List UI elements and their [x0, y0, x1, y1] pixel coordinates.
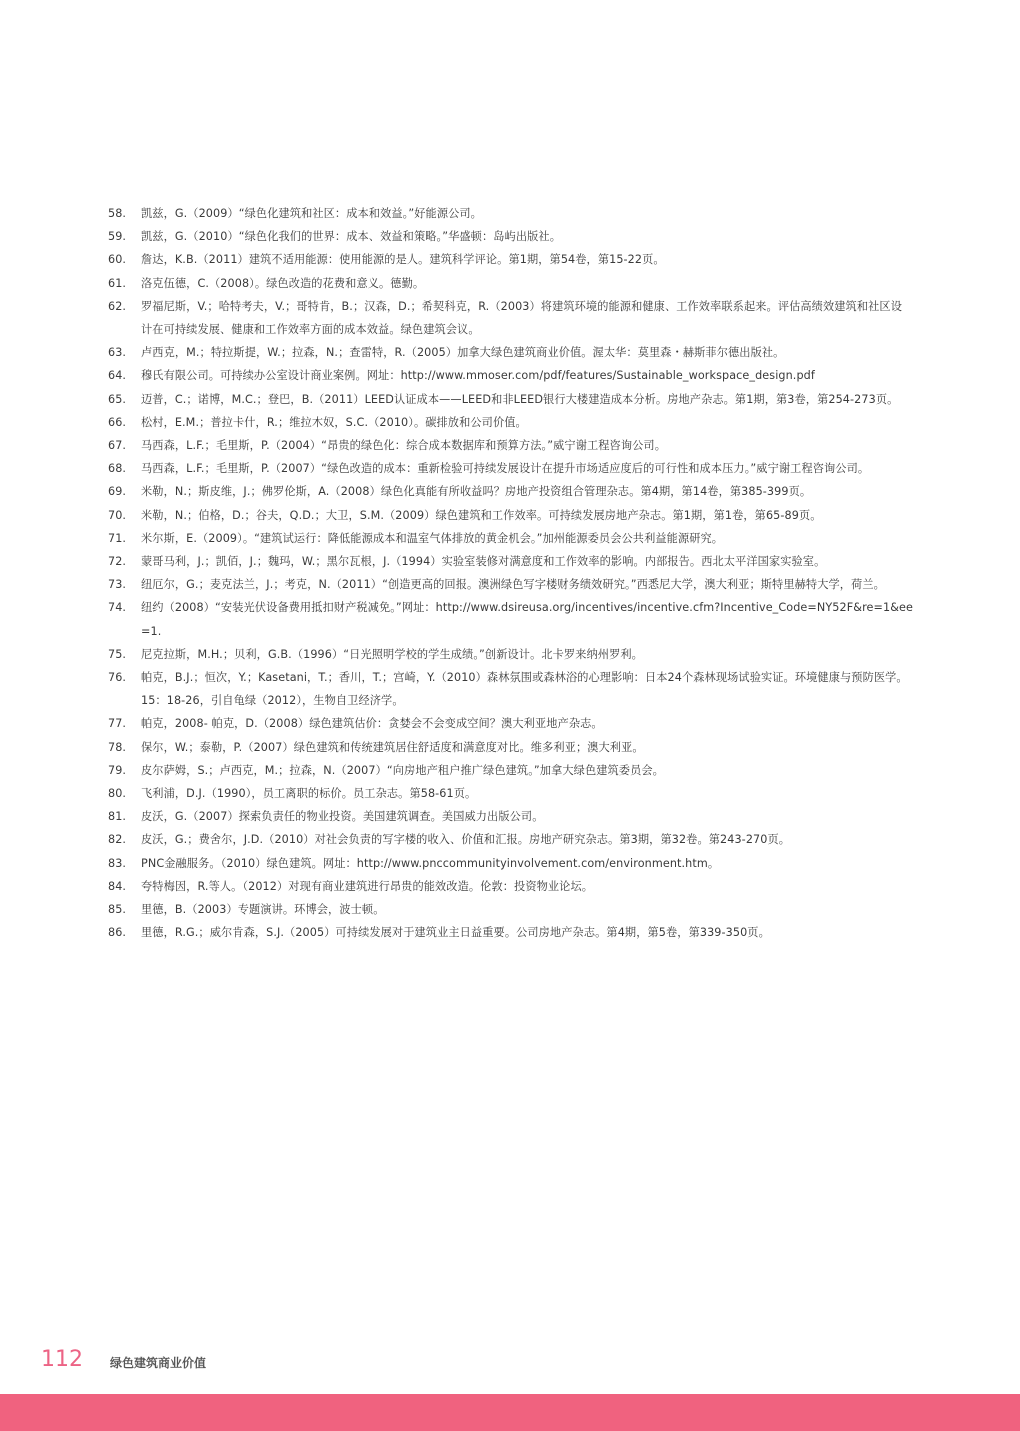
- reference-number: 65.: [108, 392, 127, 406]
- reference-number: 67.: [108, 439, 127, 453]
- reference-text: 穆氏有限公司。可持续办公室设计商业案例。网址：http://www.mmoser.com/pdf/features/Sustainable_workspace_design.pdf: [141, 369, 815, 383]
- reference-text: 保尔，W.；泰勒，P.（2007）绿色建筑和传统建筑居住舒适度和满意度对比。维多利亚；澳大利亚。: [141, 740, 644, 754]
- reference-number: 62.: [108, 299, 127, 313]
- reference-text: 帕克，2008- 帕克，D.（2008）绿色建筑估价：贪婪会不会变成空间？澳大利亚地产杂志。: [141, 717, 603, 731]
- reference-number: 83.: [108, 856, 127, 870]
- reference-item: [108, 550, 913, 573]
- reference-item: [108, 457, 913, 480]
- reference-item: [108, 666, 913, 712]
- reference-item: [108, 828, 913, 851]
- reference-item: [108, 782, 913, 805]
- reference-text: 马西森，L.F.；毛里斯，P.（2004）“昂贵的绿色化：综合成本数据库和预算方法。”威宁谢工程咨询公司。: [141, 439, 666, 453]
- reference-text: 飞利浦，D.J.（1990），员工离职的标价。员工杂志。第58-61页。: [141, 787, 477, 801]
- reference-text: 米勒，N.；斯皮维，J.；佛罗伦斯，A.（2008）绿色化真能有所收益吗？房地产投资组合管理杂志。第4期，第14卷，第385-399页。: [141, 485, 812, 499]
- reference-item: [108, 364, 913, 387]
- reference-number: 84.: [108, 879, 127, 893]
- reference-number: 73.: [108, 578, 127, 592]
- reference-text: 皮沃，G.（2007）探索负责任的物业投资。美国建筑调查。美国威力出版公司。: [141, 810, 544, 824]
- reference-number: 72.: [108, 555, 127, 569]
- reference-text: 卢西克，M.；特拉斯提，W.；拉森，N.；查雷特，R.（2005）加拿大绿色建筑商业价值。渥太华：莫里森・赫斯菲尔德出版社。: [141, 346, 785, 360]
- reference-number: 78.: [108, 740, 127, 754]
- reference-number: 61.: [108, 276, 127, 290]
- reference-number: 80.: [108, 787, 127, 801]
- reference-text: 皮沃，G.；费舍尔，J.D.（2010）对社会负责的写字楼的收入、价值和汇报。房地产研究杂志。第3期，第32卷。第243-270页。: [141, 833, 791, 847]
- reference-text: 纽约（2008）“安装光伏设备费用抵扣财产税减免。”网址：http://www.dsireusa.org/incentives/incentive.cfm?Incentive_Code=NY52F&re=1&ee=1.: [141, 601, 914, 638]
- reference-item: [108, 805, 913, 828]
- reference-text: 马西森，L.F.；毛里斯，P.（2007）“绿色改造的成本：重新检验可持续发展设计在提升市场适应度后的可行性和成本压力。”威宁谢工程咨询公司。: [141, 462, 870, 476]
- reference-number: 64.: [108, 369, 127, 383]
- reference-number: 71.: [108, 531, 127, 545]
- reference-text: PNC金融服务。（2010）绿色建筑。网址：http://www.pnccommunityinvolvement.com/environment.htm。: [141, 856, 720, 870]
- reference-item: [108, 921, 913, 944]
- reference-number: 77.: [108, 717, 127, 731]
- reference-item: [108, 527, 913, 550]
- reference-text: 里德，B.（2003）专题演讲。环博会，波士顿。: [141, 903, 385, 917]
- reference-number: 59.: [108, 230, 127, 244]
- reference-item: [108, 712, 913, 735]
- reference-item: [108, 480, 913, 503]
- reference-text: 洛克伍德，C.（2008）。绿色改造的花费和意义。德勤。: [141, 276, 425, 290]
- reference-text: 尼克拉斯，M.H.；贝利，G.B.（1996）“日光照明学校的学生成绩。”创新设计。北卡罗来纳州罗利。: [141, 647, 643, 661]
- reference-number: 69.: [108, 485, 127, 499]
- reference-item: [108, 596, 913, 642]
- reference-number: 79.: [108, 763, 127, 777]
- page-number: 112: [41, 1347, 83, 1372]
- reference-item: [108, 341, 913, 364]
- reference-text: 里德，R.G.；威尔肯森，S.J.（2005）可持续发展对于建筑业主日益重要。公司房地产杂志。第4期，第5卷，第339-350页。: [141, 926, 770, 940]
- reference-text: 夸特梅因，R.等人。（2012）对现有商业建筑进行昂贵的能效改造。伦敦：投资物业论坛。: [141, 879, 594, 893]
- reference-number: 82.: [108, 833, 127, 847]
- reference-number: 68.: [108, 462, 127, 476]
- reference-text: 凯兹，G.（2009）“绿色化建筑和社区：成本和效益。”好能源公司。: [141, 207, 482, 220]
- reference-item: [108, 504, 913, 527]
- reference-item: [108, 202, 913, 225]
- reference-number: 58.: [108, 207, 127, 220]
- reference-item: [108, 573, 913, 596]
- reference-number: 81.: [108, 810, 127, 824]
- reference-item: [108, 434, 913, 457]
- reference-item: [108, 225, 913, 248]
- reference-number: 70.: [108, 508, 127, 522]
- reference-text: 帕克，B.J.；恒次，Y.；Kasetani，T.；香川，T.；宫崎，Y.（2010）森林氛围或森林浴的心理影响：日本24个森林现场试验实证。环境健康与预防医学。15：18-26，引自龟绿（2012），生物自卫经济学。: [141, 671, 908, 708]
- reference-text: 詹达，K.B.（2011）建筑不适用能源：使用能源的是人。建筑科学评论。第1期，第54卷，第15-22页。: [141, 253, 665, 267]
- reference-text: 凯兹，G.（2010）“绿色化我们的世界：成本、效益和策略。”华盛顿：岛屿出版社。: [141, 230, 561, 244]
- reference-text: 迈普，C.；诺博，M.C.；登巴，B.（2011）LEED认证成本——LEED和非LEED银行大楼建造成本分析。房地产杂志。第1期，第3卷，第254-273页。: [141, 392, 899, 406]
- reference-number: 60.: [108, 253, 127, 267]
- reference-text: 皮尔萨姆，S.；卢西克，M.；拉森，N.（2007）“向房地产租户推广绿色建筑。”加拿大绿色建筑委员会。: [141, 763, 664, 777]
- reference-number: 86.: [108, 926, 127, 940]
- reference-list: [108, 202, 913, 945]
- reference-number: 66.: [108, 415, 127, 429]
- reference-item: [108, 643, 913, 666]
- reference-number: 85.: [108, 903, 127, 917]
- reference-text: 米尔斯，E.（2009）。“建筑试运行：降低能源成本和温室气体排放的黄金机会。”加州能源委员会公共利益能源研究。: [141, 531, 724, 545]
- reference-item: [108, 272, 913, 295]
- reference-text: 米勒，N.；伯格，D.；谷夫，Q.D.；大卫，S.M.（2009）绿色建筑和工作效率。可持续发展房地产杂志。第1期，第1卷，第65-89页。: [141, 508, 822, 522]
- reference-number: 76.: [108, 671, 127, 685]
- reference-item: [108, 411, 913, 434]
- reference-text: 松村，E.M.；普拉卡什，R.；维拉木奴，S.C.（2010）。碳排放和公司价值。: [141, 415, 527, 429]
- footer-color-bar: [0, 1394, 1020, 1431]
- reference-item: [108, 388, 913, 411]
- reference-text: 蒙哥马利，J.；凯佰，J.；魏玛，W.；黑尔瓦根，J.（1994）实验室装修对满意度和工作效率的影响。内部报告。西北太平洋国家实验室。: [141, 555, 826, 569]
- reference-text: 罗福尼斯，V.；哈特考夫，V.；哥特肯，B.；汉森，D.；希契科克，R.（2003）将建筑环境的能源和健康、工作效率联系起来。评估高绩效建筑和社区设计在可持续发展、健康和工作效率方面的成本效益。绿色建筑会议。: [141, 299, 902, 337]
- reference-item: [108, 295, 913, 341]
- reference-number: 74.: [108, 601, 127, 615]
- reference-item: [108, 875, 913, 898]
- reference-item: [108, 898, 913, 921]
- reference-number: 75.: [108, 647, 127, 661]
- reference-item: [108, 736, 913, 759]
- reference-item: [108, 248, 913, 271]
- reference-number: 63.: [108, 346, 127, 360]
- reference-item: [108, 852, 913, 875]
- running-title: 绿色建筑商业价值: [110, 1356, 207, 1370]
- reference-text: 纽厄尔，G.；麦克法兰，J.；考克，N.（2011）“创造更高的回报。澳洲绿色写字楼财务绩效研究。”西悉尼大学，澳大利亚；斯特里赫特大学，荷兰。: [141, 578, 885, 592]
- reference-item: [108, 759, 913, 782]
